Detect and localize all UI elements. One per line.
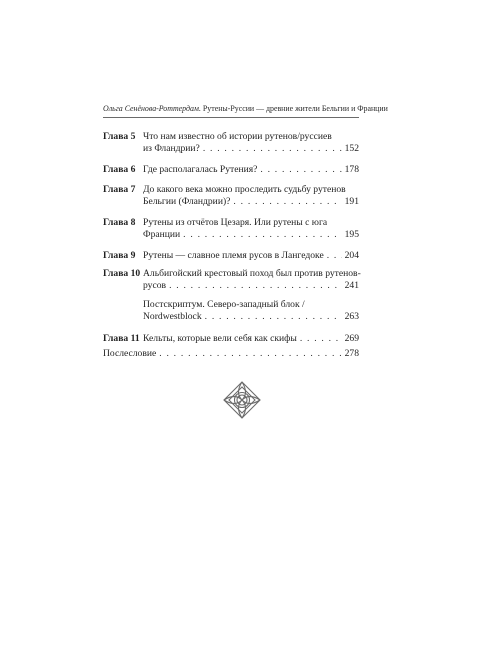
leader-dots <box>260 164 341 176</box>
toc-label: Глава 9 <box>103 250 136 261</box>
leader-dots <box>205 311 342 323</box>
toc-title-line: Что нам известно об истории рутенов/руссиев <box>143 131 332 142</box>
toc-title-line: Рутены из отчётов Цезаря. Или рутены с юга <box>143 217 328 228</box>
leader-dots <box>159 348 341 360</box>
toc-title: Где располагалась Рутения? <box>143 164 258 175</box>
header-divider <box>103 117 359 118</box>
running-header <box>103 104 388 113</box>
toc-entry-chapter-10[interactable] <box>103 268 359 299</box>
toc-page-number: 278 <box>344 348 359 359</box>
toc-page-number: 195 <box>344 229 359 241</box>
toc-label: Глава 6 <box>103 164 136 175</box>
toc-label: Глава 7 <box>103 184 136 195</box>
header-title: Рутены-Руссии — древние жители Бельгии и Франции <box>202 104 388 113</box>
toc-entry-chapter-8[interactable] <box>103 217 359 250</box>
toc-title: Франции <box>143 229 181 241</box>
celtic-knot-icon <box>222 380 262 420</box>
leader-dots <box>203 143 342 155</box>
toc-label: Глава 8 <box>103 217 136 228</box>
toc-entry-chapter-5[interactable] <box>103 131 359 164</box>
leader-dots <box>183 229 341 241</box>
toc-entry-postscript[interactable] <box>103 299 359 333</box>
toc-title: русов <box>143 280 167 292</box>
toc-page-number: 241 <box>344 280 359 292</box>
header-author: Ольга Сенёнова-Роттердам. <box>103 104 201 113</box>
leader-dots <box>169 280 342 292</box>
toc-title: Nordwestblock <box>143 311 202 323</box>
leader-dots <box>233 196 341 208</box>
toc-title: из Фландрии? <box>143 143 200 155</box>
toc-title-line: До какого века можно проследить судьбу рутенов <box>143 184 346 195</box>
toc-entry-chapter-6[interactable] <box>103 164 359 184</box>
toc-entry-chapter-9[interactable] <box>103 250 359 268</box>
toc-label: Глава 11 <box>103 333 140 344</box>
toc-title: Послесловие <box>103 348 157 359</box>
toc-title: Бельгии (Фландрии)? <box>143 196 231 208</box>
toc-page-number: 269 <box>344 333 359 344</box>
toc-page-number: 191 <box>344 196 359 208</box>
toc-page-number: 204 <box>344 250 359 261</box>
toc-title-line: Альбигойский крестовый поход был против рутенов- <box>143 268 361 279</box>
toc-title: Рутены — славное племя русов в Лангедоке <box>143 250 324 261</box>
toc-label: Глава 5 <box>103 131 136 142</box>
toc-entry-afterword[interactable] <box>103 348 359 363</box>
toc-page-number: 263 <box>344 311 359 323</box>
leader-dots <box>300 333 342 345</box>
toc-title-line: Постскриптум. Северо-западный блок / <box>143 299 305 310</box>
toc-page-number: 178 <box>344 164 359 175</box>
toc-label: Глава 10 <box>103 268 141 279</box>
toc-page-number: 152 <box>344 143 359 155</box>
toc-entry-chapter-7[interactable] <box>103 184 359 217</box>
table-of-contents <box>103 131 359 363</box>
toc-title: Кельты, которые вели себя как скифы <box>143 333 297 344</box>
leader-dots <box>327 250 342 262</box>
toc-entry-chapter-11[interactable] <box>103 333 359 348</box>
